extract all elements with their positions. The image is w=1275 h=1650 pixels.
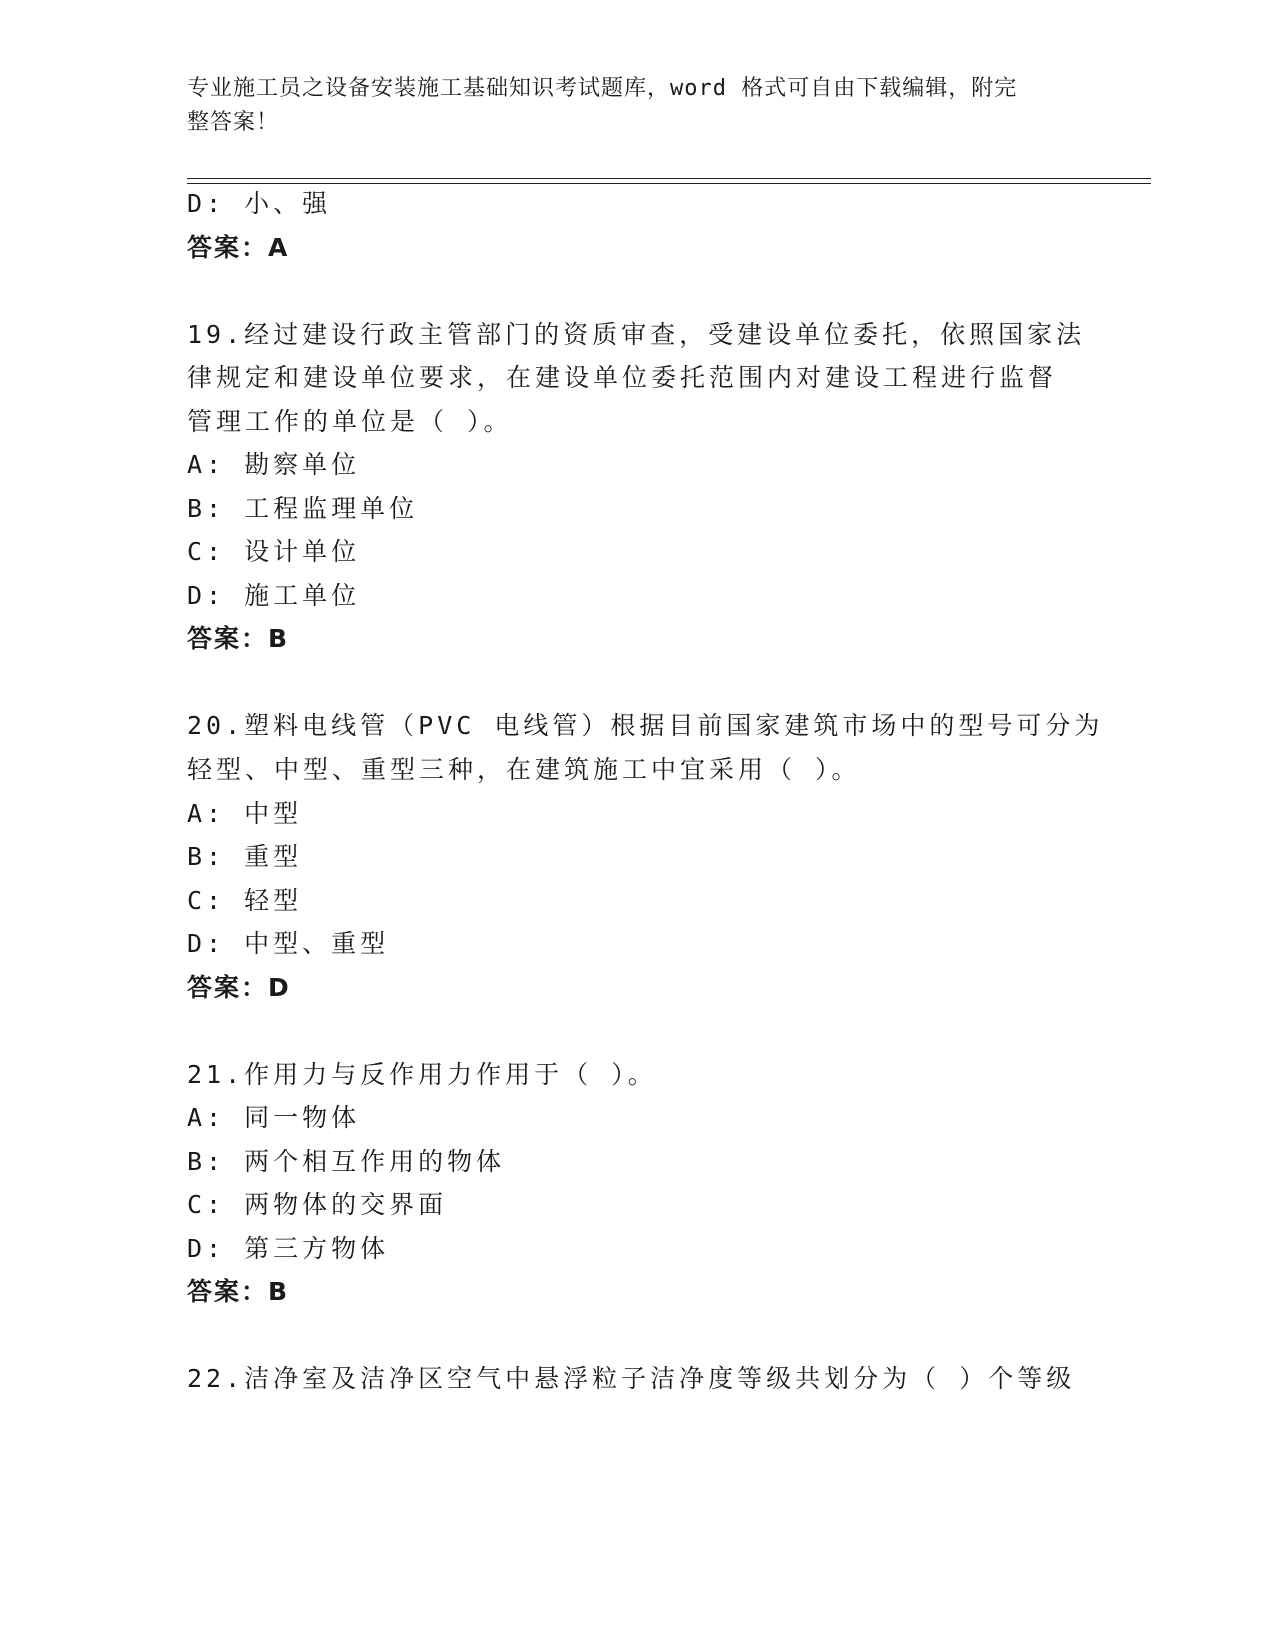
option-b: B: 两个相互作用的物体 [187,1147,506,1176]
option-c: C: 轻型 [187,886,303,915]
question-stem: 轻型、中型、重型三种，在建筑施工中宜采用（ ）。 [187,755,861,784]
question-stem: 21.作用力与反作用力作用于（ ）。 [187,1060,657,1089]
option-d: D: 第三方物体 [187,1234,390,1263]
option-b: B: 工程监理单位 [187,494,419,523]
option-d: D: 施工单位 [187,581,361,610]
option-c: C: 两物体的交界面 [187,1190,448,1219]
header-divider-bottom [187,183,1151,184]
answer-line: 答案：D [187,973,291,1002]
question-stem: 22.洁净室及洁净区空气中悬浮粒子洁净度等级共划分为（ ）个等级 [187,1364,1076,1393]
answer-line: 答案：A [187,233,290,262]
document-header [187,72,1067,140]
header-line-1: 专业施工员之设备安装施工基础知识考试题库，word 格式可自由下载编辑，附完 [187,76,1018,101]
question-stem: 20.塑料电线管（PVC 电线管）根据目前国家建筑市场中的型号可分为 [187,711,1104,740]
question-stem: 19.经过建设行政主管部门的资质审查，受建设单位委托，依照国家法 [187,320,1086,349]
option-d: D: 中型、重型 [187,929,390,958]
option-c: C: 设计单位 [187,537,361,566]
option-a: A: 中型 [187,799,303,828]
answer-line: 答案：B [187,624,290,653]
question-stem: 管理工作的单位是（ ）。 [187,407,513,436]
header-divider-top [187,178,1151,179]
option-a: A: 勘察单位 [187,450,361,479]
header-line-2: 整答案！ [187,110,280,135]
answer-line: 答案：B [187,1277,290,1306]
question-stem: 律规定和建设单位要求，在建设单位委托范围内对建设工程进行监督 [187,363,1058,392]
option-a: A: 同一物体 [187,1103,361,1132]
option-d: D: 小、强 [187,189,332,218]
option-b: B: 重型 [187,842,303,871]
